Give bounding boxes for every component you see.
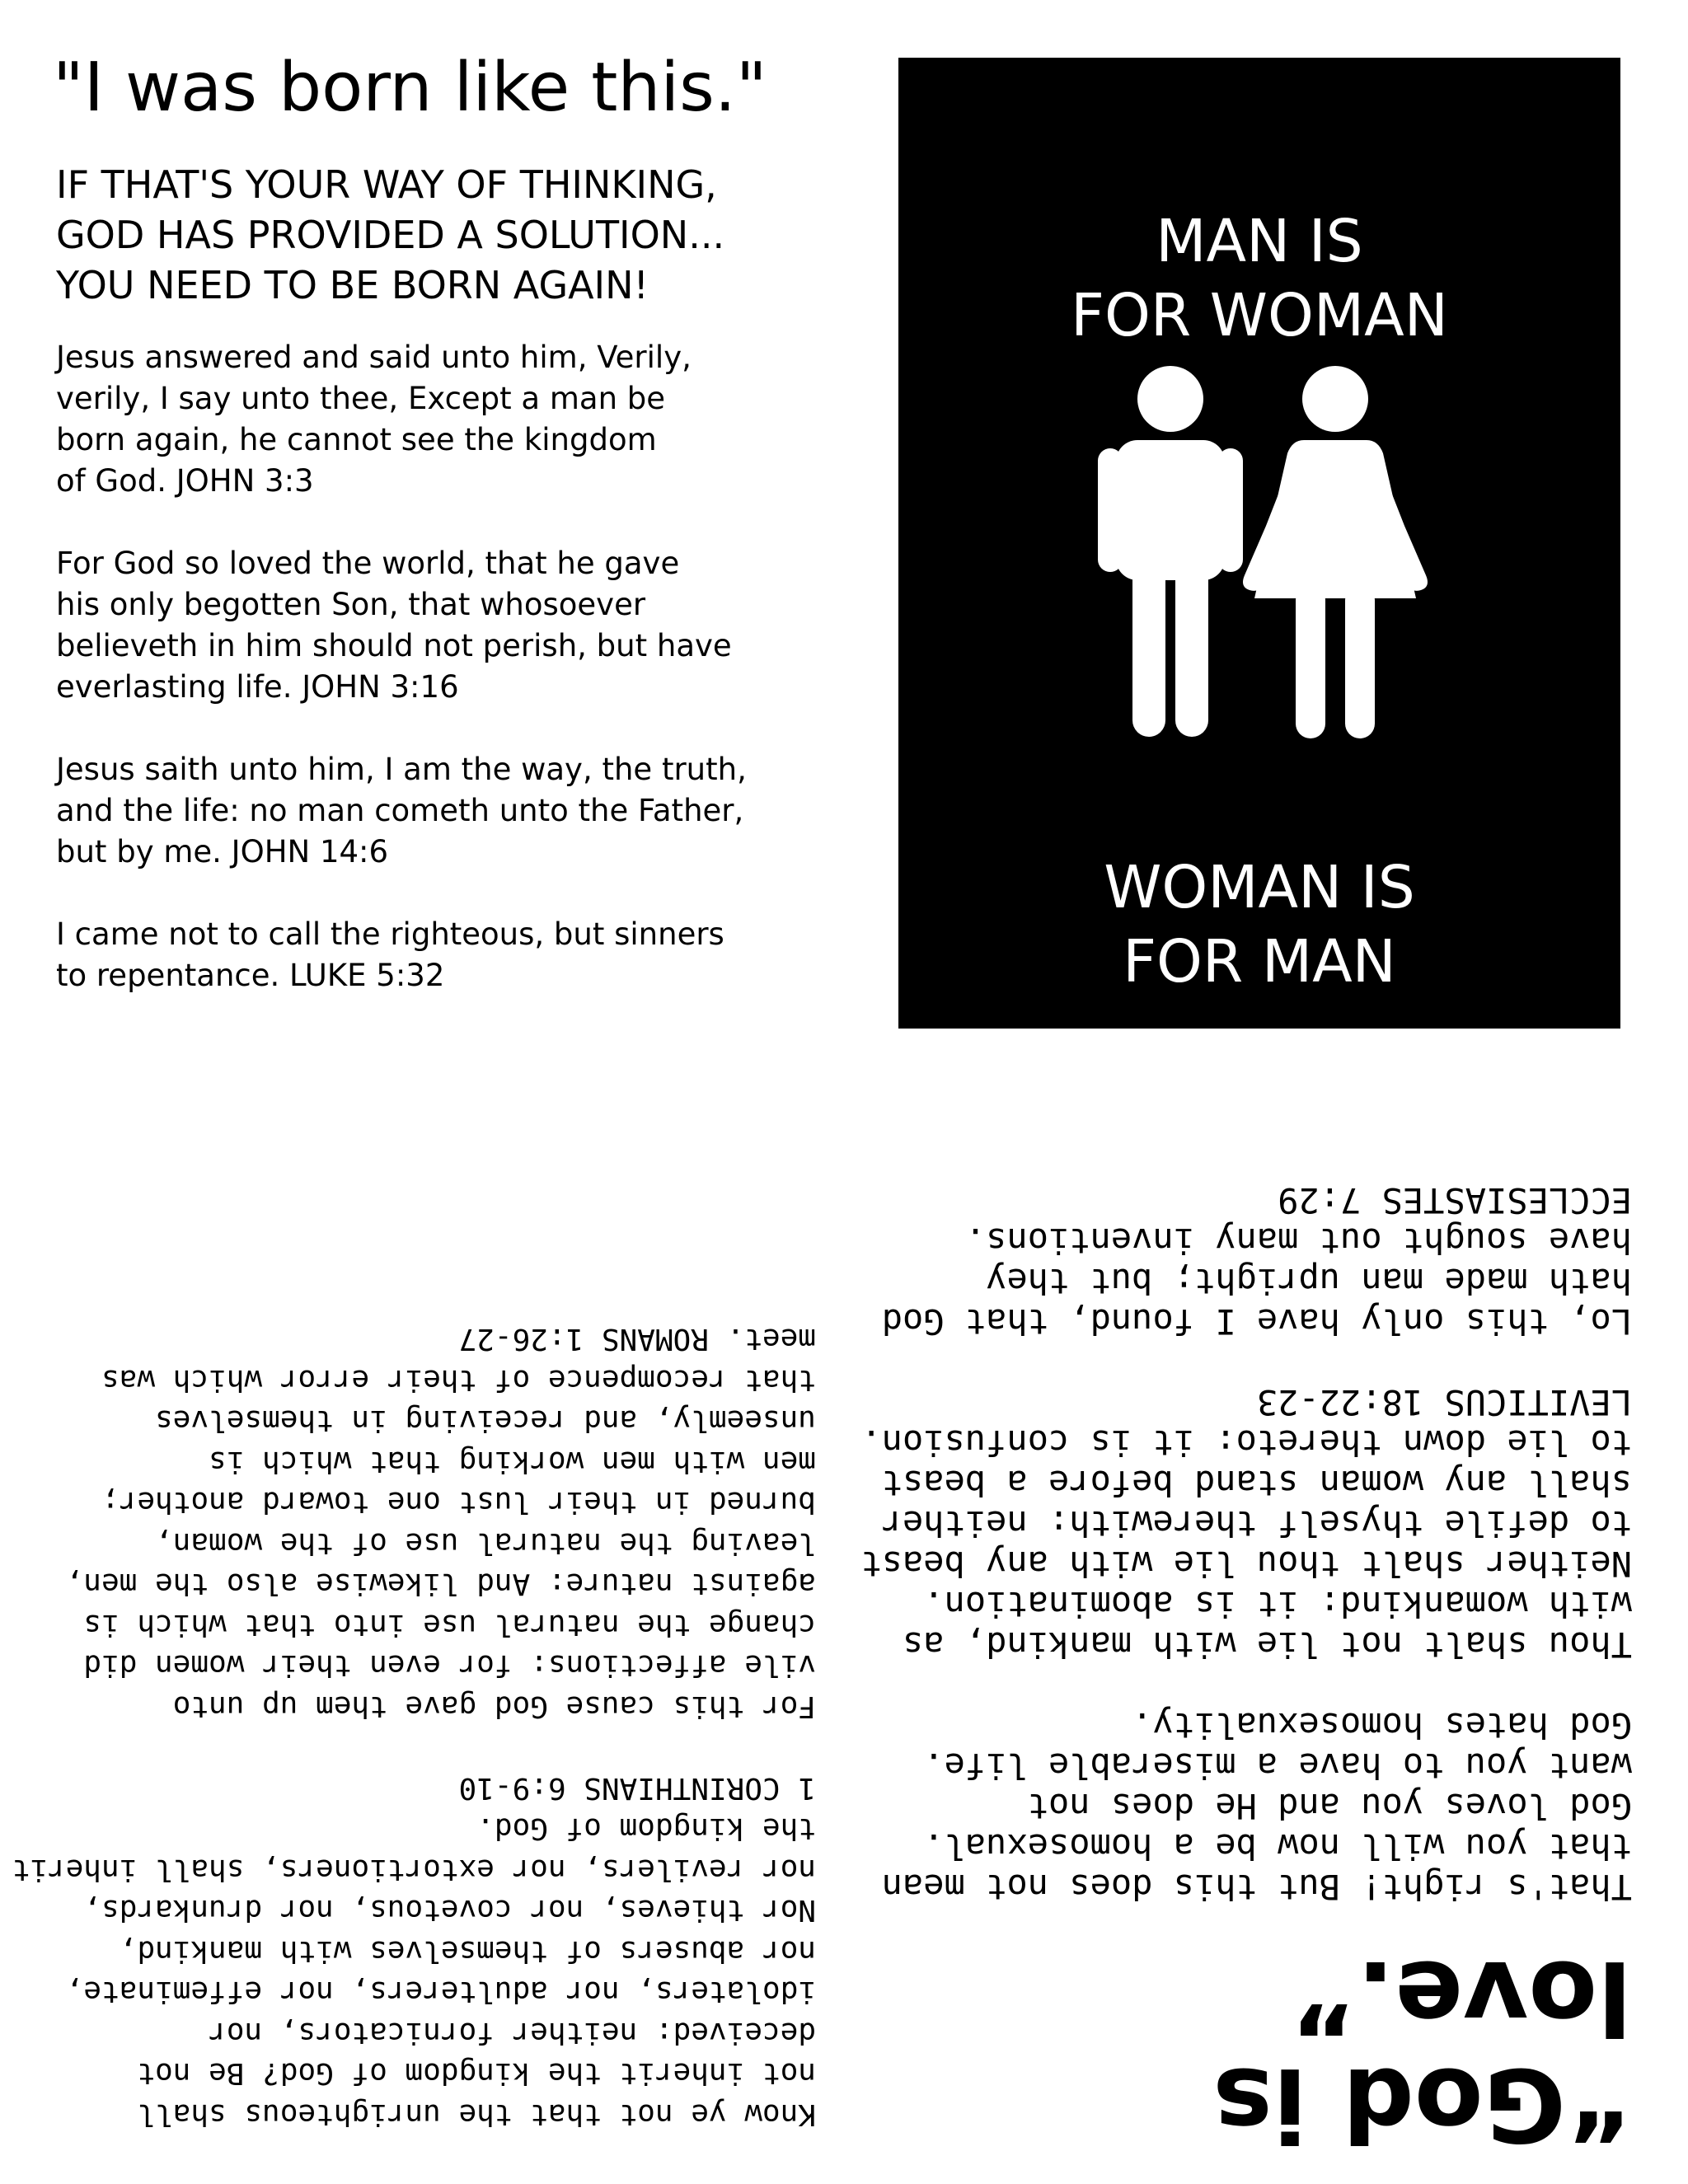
verse-luke-5-32 [56,914,847,996]
god-is-love-title: “God is love.” [1212,1938,1632,2163]
text-line: God hates homosexuality. [1132,1705,1632,1746]
verse-line: to defile thyself therewith: neither [881,1503,1632,1544]
bottom-left-panel [12,1096,816,2135]
sign-bottom-text [898,851,1620,999]
text-line: that you will now be a homosexual. [923,1826,1632,1867]
verse-line: hath made man upright; but they [986,1261,1632,1301]
verse-line: burned in their lust one toward another; [101,1485,816,1520]
text-line: God loves you and He does not [1027,1786,1632,1826]
verse-line: of God. JOHN 3:3 [56,463,314,499]
text-line: want you to have a miserable life. [923,1746,1632,1786]
verse-line: ECCLESIASTES 7:29 [1278,1180,1632,1221]
verse-1-corinthians-6-9 [12,1768,816,2135]
verse-line: Nor thieves, nor covetous, nor drunkards, [83,1893,816,1928]
verse-line: to lie down thereto: it is confusion. [860,1422,1632,1463]
verse-john-14-6 [56,749,847,873]
subhead [56,160,847,311]
top-left-panel [53,43,847,1038]
sign-line: MAN IS [1156,207,1363,275]
verse-line: For God so loved the world, that he gave [56,546,680,581]
verse-leviticus-18-22 [860,1382,1632,1665]
man-woman-icon [1080,363,1442,791]
verse-line: against nature: And likewise also the men, [65,1567,816,1601]
verse-line: and the life: no man cometh unto the Father, [56,793,744,828]
man-figure-icon [1098,366,1243,737]
verse-line: believeth in him should not perish, but have [56,628,732,663]
verse-line: idolaters, nor adulterers, nor effeminate, [65,1975,816,2009]
intro-text [881,1705,1632,1907]
verse-line: nor abusers of themselves with mankind, [119,1934,816,1968]
verse-line: meet. ROMANS 1:26-27 [458,1322,816,1357]
verse-line: men with men working that which is [209,1445,816,1479]
verse-line: LEVITICUS 18:22-23 [1256,1382,1632,1422]
verse-line: not inherit the kingdom of God? Be not [137,2056,816,2091]
verse-line: leaving the natural use of the woman, [155,1526,816,1560]
verse-line: change the natural use into that which is [83,1608,816,1642]
verse-line: Thou shalt not lie with mankind, as [902,1624,1632,1665]
bottom-right-panel [860,1136,1632,2163]
verse-line: I came not to call the righteous, but sinners [56,916,724,952]
text-line: That's right! But this does not mean [881,1867,1632,1907]
sign-line: WOMAN IS [1104,853,1415,921]
verse-line: For this cause God gave them up unto [172,1690,816,1723]
verse-line: the kingdom of God. [476,1811,816,1846]
verse-line: deceived: neither fornicators, nor [209,2016,816,2050]
headline: "I was born like this." [53,49,767,127]
verse-john-3-3 [56,337,847,502]
subhead-line: IF THAT'S YOUR WAY OF THINKING, [56,162,717,207]
sign-line: FOR MAN [1123,927,1396,996]
verse-line: to repentance. LUKE 5:32 [56,958,445,993]
verse-line: vile affections: for even their women did [83,1648,816,1683]
subhead-line: GOD HAS PROVIDED A SOLUTION... [56,213,725,257]
verse-line: Jesus saith unto him, I am the way, the truth, [56,752,747,787]
verse-line: with womankind: it is abomination. [923,1584,1632,1624]
subhead-line: YOU NEED TO BE BORN AGAIN! [56,263,649,307]
verse-john-3-16 [56,543,847,708]
verse-line: 1 CORINTHIANS 6:9-10 [458,1771,816,1805]
verse-line: that recompence of their error which was [101,1363,816,1397]
verse-romans-1-26 [33,1319,816,1727]
verse-line: Lo, this only have I found, that God [881,1301,1632,1342]
man-woman-sign [898,58,1620,1029]
verse-line: Neither shalt thou lie with any beast [860,1544,1632,1584]
sign-line: FOR WOMAN [1071,281,1448,349]
verse-line: Jesus answered and said unto him, Verily, [56,340,692,375]
verse-line: have sought out many inventions. [964,1221,1632,1261]
verse-line: shall any woman stand before a beast [881,1463,1632,1503]
verse-ecclesiastes-7-29 [881,1180,1632,1342]
verse-line: born again, he cannot see the kingdom [56,422,657,457]
woman-figure-icon [1243,366,1428,738]
verse-line: his only begotten Son, that whosoever [56,587,646,622]
verse-line: nor revilers, nor extortioners, shall inherit [12,1853,816,1886]
verse-line: Know ye not that the unrighteous shall [137,2097,816,2131]
verse-line: verily, I say unto thee, Except a man be [56,381,666,416]
verse-line: but by me. JOHN 14:6 [56,834,389,869]
sign-top-text [898,204,1620,353]
verse-line: everlasting life. JOHN 3:16 [56,669,459,705]
verse-line: unseemly, and receiving in themselves [155,1404,816,1438]
